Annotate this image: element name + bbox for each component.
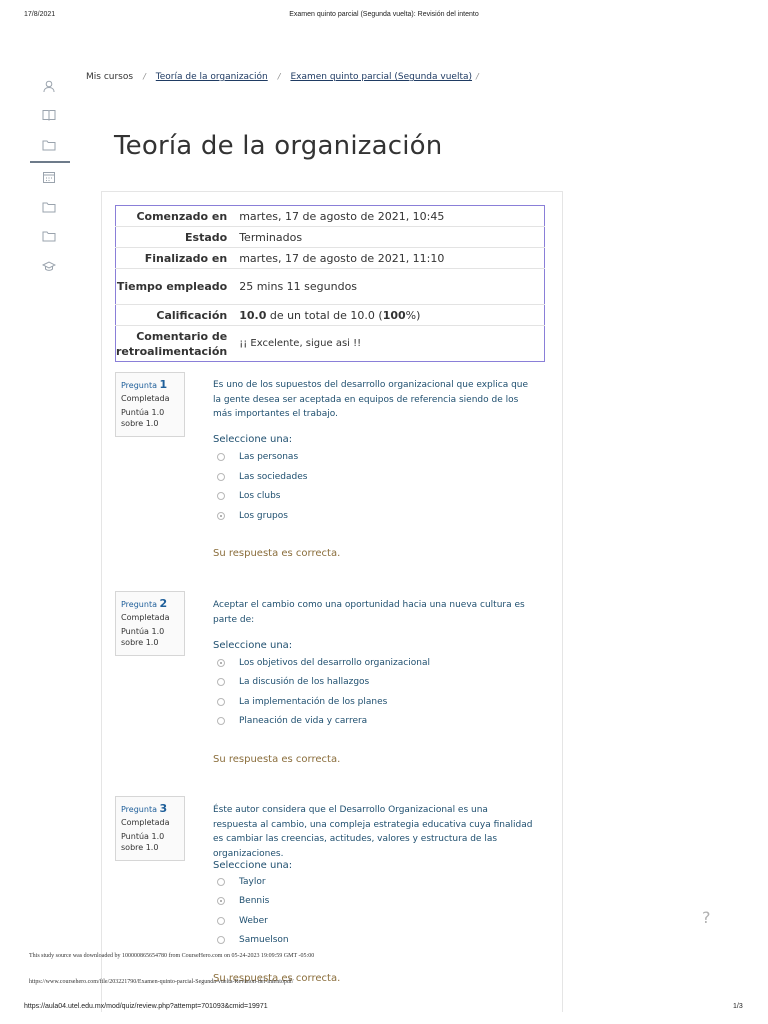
radio-button[interactable] [217, 717, 225, 725]
summary-label: Calificación [116, 305, 238, 326]
summary-row-state [116, 227, 545, 248]
attempt-summary-table [115, 205, 545, 362]
option-label: La implementación de los planes [239, 697, 388, 707]
help-icon[interactable]: ? [702, 908, 711, 927]
question-status: Completada [121, 818, 170, 827]
summary-label: Estado [116, 227, 238, 248]
question-text: Aceptar el cambio como una oportunidad hacia una nueva cultura es parte de: [213, 600, 525, 625]
coursehero-source-line: This study source was downloaded by 100000865654780 from CourseHero.com on 05-24-2023 19:09:59 GMT -05:00 [29, 953, 315, 959]
grade-total: de un total de 10.0 ( [266, 308, 383, 322]
question-number: 1 [159, 378, 168, 391]
question-feedback: Su respuesta es correcta. [213, 973, 341, 984]
print-page-url: https://aula04.utel.edu.mx/mod/quiz/review.php?attempt=701093&cmid=19971 [24, 1003, 268, 1010]
question-label: Pregunta [121, 600, 157, 609]
option-label: La discusión de los hallazgos [239, 677, 370, 687]
summary-value: 25 mins 11 segundos [237, 269, 544, 305]
option-label: Planeación de vida y carrera [239, 716, 368, 726]
radio-button[interactable] [217, 878, 225, 886]
folder-icon[interactable] [42, 137, 60, 155]
calendar-icon[interactable] [42, 169, 60, 187]
question-max-score: sobre 1.0 [121, 843, 159, 852]
option-label: Los clubs [239, 491, 281, 501]
breadcrumb-separator: / [476, 72, 479, 81]
answer-option[interactable] [217, 677, 369, 687]
question-info-box [115, 372, 185, 437]
summary-label: Comenzado en [136, 209, 228, 223]
summary-label: Comentario de retroalimentación [116, 326, 238, 362]
answer-option[interactable] [217, 491, 280, 501]
radio-button[interactable] [217, 917, 225, 925]
radio-button[interactable] [217, 698, 225, 706]
breadcrumb-exam[interactable]: Examen quinto parcial (Segunda vuelta) [290, 72, 473, 82]
grade-score: 10.0 [239, 308, 267, 322]
answer-option[interactable] [217, 877, 266, 887]
print-date: 17/8/2021 [24, 11, 56, 18]
summary-row-time [116, 269, 545, 305]
summary-label: Finalizado en [116, 248, 238, 269]
summary-value: ¡¡ Excelente, sigue asi !! [237, 326, 544, 362]
graduation-cap-icon[interactable] [42, 258, 60, 276]
summary-row-feedback [116, 326, 545, 362]
answer-option[interactable] [217, 916, 268, 926]
answer-option[interactable] [217, 658, 430, 668]
user-icon[interactable] [42, 78, 60, 96]
radio-button-selected[interactable] [217, 512, 225, 520]
option-label: Las personas [239, 452, 299, 462]
answer-option[interactable] [217, 452, 298, 462]
question-label: Pregunta [121, 381, 157, 390]
breadcrumb [86, 72, 489, 82]
question-feedback: Su respuesta es correcta. [213, 754, 341, 765]
breadcrumb-course[interactable]: Teoría de la organización [155, 72, 268, 82]
summary-value: martes, 17 de agosto de 2021, 11:10 [237, 248, 544, 269]
breadcrumb-my-courses[interactable]: Mis cursos [86, 72, 134, 82]
answer-prompt: Seleccione una: [213, 860, 293, 871]
print-page-number: 1/3 [733, 1003, 743, 1010]
question-number: 3 [159, 802, 168, 815]
radio-button[interactable] [217, 473, 225, 481]
summary-row-grade [116, 305, 545, 326]
question-max-score: sobre 1.0 [121, 638, 159, 647]
radio-button-selected[interactable] [217, 659, 225, 667]
summary-value: Terminados [237, 227, 544, 248]
answer-option[interactable] [217, 716, 367, 726]
coursehero-url: https://www.coursehero.com/file/203221790/Examen-quinto-parcial-Segunda-vuelta-Revision-del-intentopdf/ [29, 979, 294, 985]
breadcrumb-separator: / [277, 72, 281, 81]
question-text: Éste autor considera que el Desarrollo Organizacional es una respuesta al cambio, una compleja estrategia educativa cuya finalidad es cambiar las creencias, actitudes, valores y estructura de las organizaciones. [213, 805, 533, 859]
question-status: Completada [121, 613, 170, 622]
question-score: Puntúa 1.0 [121, 832, 165, 841]
option-label: Taylor [239, 877, 266, 887]
answer-prompt: Seleccione una: [213, 434, 293, 445]
summary-row-started [116, 206, 545, 227]
radio-button[interactable] [217, 453, 225, 461]
answer-option[interactable] [217, 896, 269, 906]
question-status: Completada [121, 394, 170, 403]
option-label: Los objetivos del desarrollo organizacional [239, 658, 430, 668]
question-feedback: Su respuesta es correcta. [213, 548, 341, 559]
book-icon[interactable] [42, 107, 60, 125]
option-label: Los grupos [239, 511, 288, 521]
answer-prompt: Seleccione una: [213, 640, 293, 651]
answer-option[interactable] [217, 935, 289, 945]
radio-button[interactable] [217, 492, 225, 500]
sidebar-active-indicator [30, 161, 70, 163]
summary-value [237, 305, 544, 326]
summary-row-finished [116, 248, 545, 269]
folder-icon[interactable] [42, 228, 60, 246]
question-number: 2 [159, 597, 168, 610]
question-score: Puntúa 1.0 [121, 408, 165, 417]
question-info-box [115, 591, 185, 656]
grade-suffix: %) [405, 308, 421, 322]
page-title: Teoría de la organización [114, 131, 443, 161]
answer-option[interactable] [217, 472, 307, 482]
question-text: Es uno de los supuestos del desarrollo organizacional que explica que la gente desea ser aceptada en equipos de referencia siendo de los más importantes el trabajo. [213, 380, 529, 419]
question-info-box [115, 796, 185, 861]
folder-icon[interactable] [42, 199, 60, 217]
print-title: Examen quinto parcial (Segunda vuelta): Revisión del intento [289, 11, 479, 18]
question-max-score: sobre 1.0 [121, 419, 159, 428]
question-label: Pregunta [121, 805, 157, 814]
option-label: Las sociedades [239, 472, 308, 482]
radio-button-selected[interactable] [217, 897, 225, 905]
answer-option[interactable] [217, 511, 288, 521]
option-label: Weber [239, 916, 268, 926]
question-score: Puntúa 1.0 [121, 627, 165, 636]
answer-option[interactable] [217, 697, 387, 707]
radio-button[interactable] [217, 678, 225, 686]
radio-button[interactable] [217, 936, 225, 944]
summary-value: martes, 17 de agosto de 2021, 10:45 [239, 209, 445, 223]
option-label: Bennis [239, 896, 270, 906]
grade-percent: 100 [382, 308, 406, 322]
option-label: Samuelson [239, 935, 289, 945]
summary-label: Tiempo empleado [116, 269, 238, 305]
breadcrumb-separator: / [143, 72, 146, 81]
